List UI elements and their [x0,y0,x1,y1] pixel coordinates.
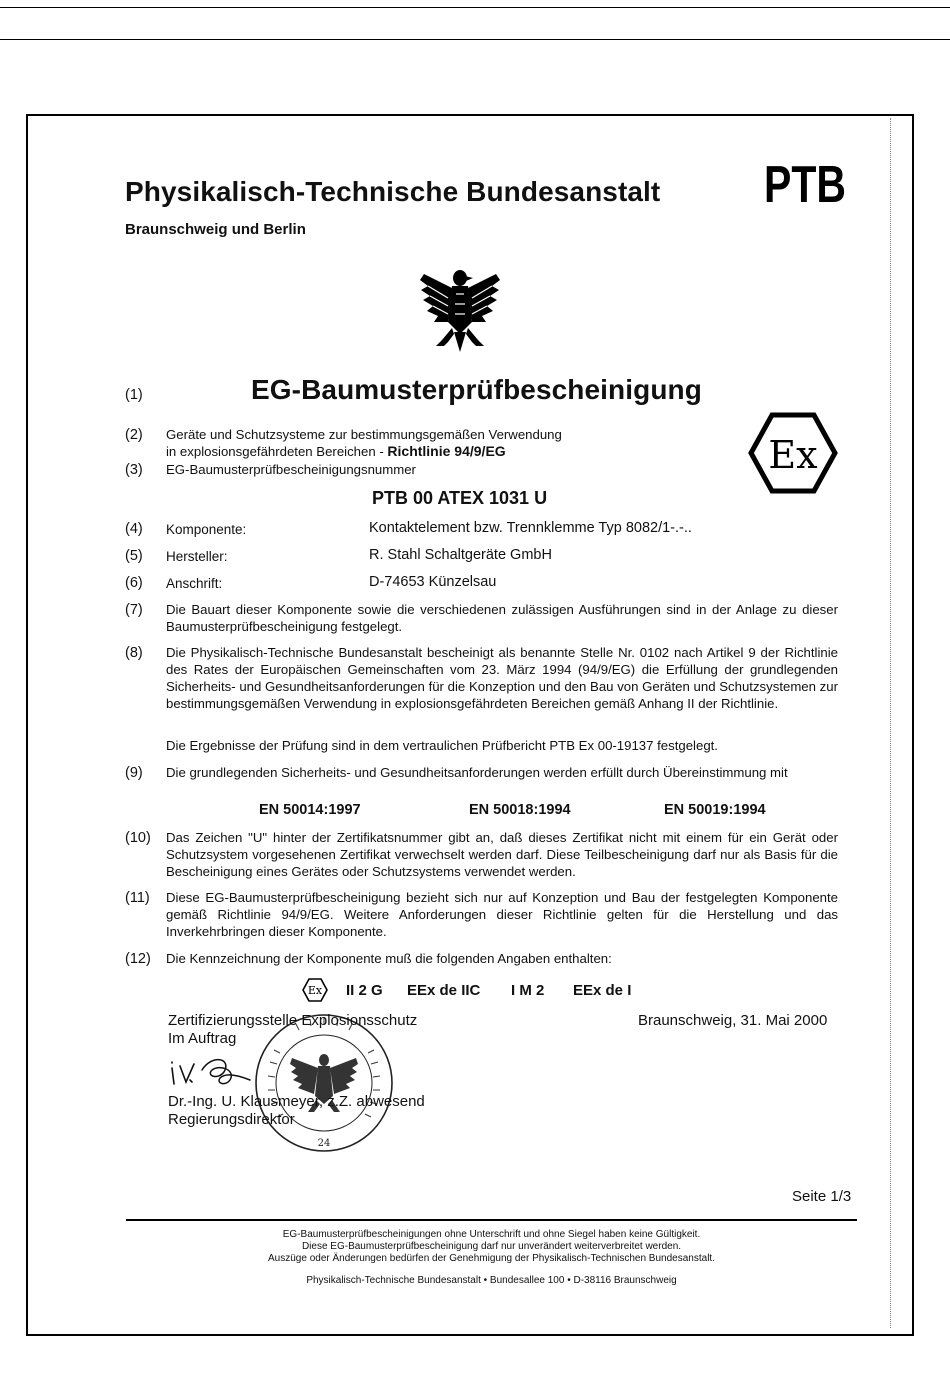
standard-1: EN 50014:1997 [259,802,361,818]
institute-title: Physikalisch-Technische Bundesanstalt [125,176,661,207]
field-label-component: Komponente: [166,522,247,537]
top-rule-2 [0,39,950,40]
on-behalf: Im Auftrag [168,1030,237,1047]
place-date: Braunschweig, 31. Mai 2000 [638,1012,828,1029]
scope-line-2: in explosionsgefährdeten Bereichen - Richtlinie 94/9/EG [166,443,506,459]
certificate-number-label: EG-Baumusterprüfbescheinigungsnummer [166,462,416,477]
footer-rule [126,1219,857,1221]
footer-note-1: EG-Baumusterprüfbescheinigungen ohne Unterschrift und ohne Siegel haben keine Gültigkeit. [282,1229,701,1240]
item-number-6: (6) [125,575,143,591]
section-7-text: Die Bauart dieser Komponente sowie die verschiedenen zulässigen Ausführungen sind in der Anlage zu dieser Baumusterprüfbescheinigung festgelegt. [166,602,838,634]
item-number-2: (2) [125,427,143,443]
institute-locations: Braunschweig und Berlin [125,221,306,238]
top-rule-1 [0,7,950,8]
item-number-1: (1) [125,387,143,403]
scan-edge-dots [890,118,893,1328]
ptb-logo [764,156,848,214]
scope-line-1: Geräte und Schutzsysteme zur bestimmungsgemäßen Verwendung [166,427,562,442]
federal-eagle-icon [418,264,502,356]
certification-body: Zertifizierungsstelle Explosionsschutz [168,1012,418,1029]
item-number-8: (8) [125,645,143,661]
item-number-10: (10) [125,830,151,846]
certificate-number: PTB 00 ATEX 1031 U [372,488,548,508]
handwritten-signature [166,1052,266,1088]
section-8-results: Die Ergebnisse der Prüfung sind in dem vertraulichen Prüfbericht PTB Ex 00-19137 festgelegt. [166,738,718,753]
marking-mining: I M 2 [511,982,545,999]
field-label-address: Anschrift: [166,576,223,591]
svg-text:24: 24 [317,1138,331,1149]
section-12-text: Die Kennzeichnung der Komponente muß die folgenden Angaben enthalten: [166,951,612,966]
field-label-manufacturer: Hersteller: [166,549,228,564]
signatory-role: Regierungsdirektor [168,1111,295,1128]
section-10-text: Das Zeichen "U" hinter der Zertifikatsnummer gibt an, daß dieses Zertifikat nicht mit einem für ein Gerät oder Schutzsystem vorgesehenen Zertifikat verwechselt werden darf. Diese Teilbescheinigung darf nur als Basis für die Bescheinigung eines Gerätes oder Schutzsystems verwendet werden. [166,830,838,879]
item-number-3: (3) [125,462,143,478]
footer-note-3: Auszüge oder Änderungen bedürfen der Genehmigung der Physikalisch-Technischen Bundesanstalt. [268,1253,715,1264]
item-number-4: (4) [125,521,143,537]
svg-text:Ex: Ex [307,984,323,997]
certificate-title: EG-Baumusterprüfbescheinigung [251,374,702,405]
standard-3: EN 50019:1994 [664,802,766,818]
item-number-9: (9) [125,765,143,781]
ex-marking-icon [302,978,328,1002]
item-number-12: (12) [125,951,151,967]
marking-protection-2: EEx de I [573,982,632,999]
item-number-5: (5) [125,548,143,564]
item-number-11: (11) [125,890,150,906]
field-value-component: Kontaktelement bzw. Trennklemme Typ 8082/1-.-.. [369,520,692,536]
footer-address: Physikalisch-Technische Bundesanstalt • Bundesallee 100 • D-38116 Braunschweig [306,1275,677,1286]
marking-group: II 2 G [346,982,383,999]
signatory-name: Dr.-Ing. U. Klausmeyer, z.Z. abwesend [168,1093,425,1110]
ex-hexagon-icon [748,412,838,494]
page-number: Seite 1/3 [792,1188,852,1205]
field-value-manufacturer: R. Stahl Schaltgeräte GmbH [369,547,552,563]
field-value-address: D-74653 Künzelsau [369,574,497,590]
section-8-text: Die Physikalisch-Technische Bundesanstalt bescheinigt als benannte Stelle Nr. 0102 nach Artikel 9 der Richtlinie des Rates der Europäischen Gemeinschaften vom 23. März 1994 (94/9/EG) die Erfüllung der grundlegenden Sicherheits- und Gesundheitsanforderungen für die Konzeption und den Bau von Geräten und Schutzsystemen zur bestimmungsgemäßen Verwendung in explosionsgefährdeten Bereichen gemäß Anhang II der Richtlinie. [166,645,838,711]
item-number-7: (7) [125,602,143,618]
standard-2: EN 50018:1994 [469,802,571,818]
footer-note-2: Diese EG-Baumusterprüfbescheinigung darf nur unverändert weiterverbreitet werden. [301,1241,682,1252]
svg-text:Ex: Ex [768,433,818,477]
svg-text:PTB: PTB [764,156,846,214]
section-11-text: Diese EG-Baumusterprüfbescheinigung bezieht sich nur auf Konzeption und Bau der festgelegten Komponente gemäß Richtlinie 94/9/EG. Weitere Anforderungen dieser Richtlinie gelten für die Herstellung und das Inverkehrbringen dieser Komponente. [166,890,838,939]
official-seal [252,1010,396,1156]
section-9-text: Die grundlegenden Sicherheits- und Gesundheitsanforderungen werden erfüllt durch Übereinstimmung mit [166,765,788,780]
marking-protection-1: EEx de IIC [407,982,481,999]
